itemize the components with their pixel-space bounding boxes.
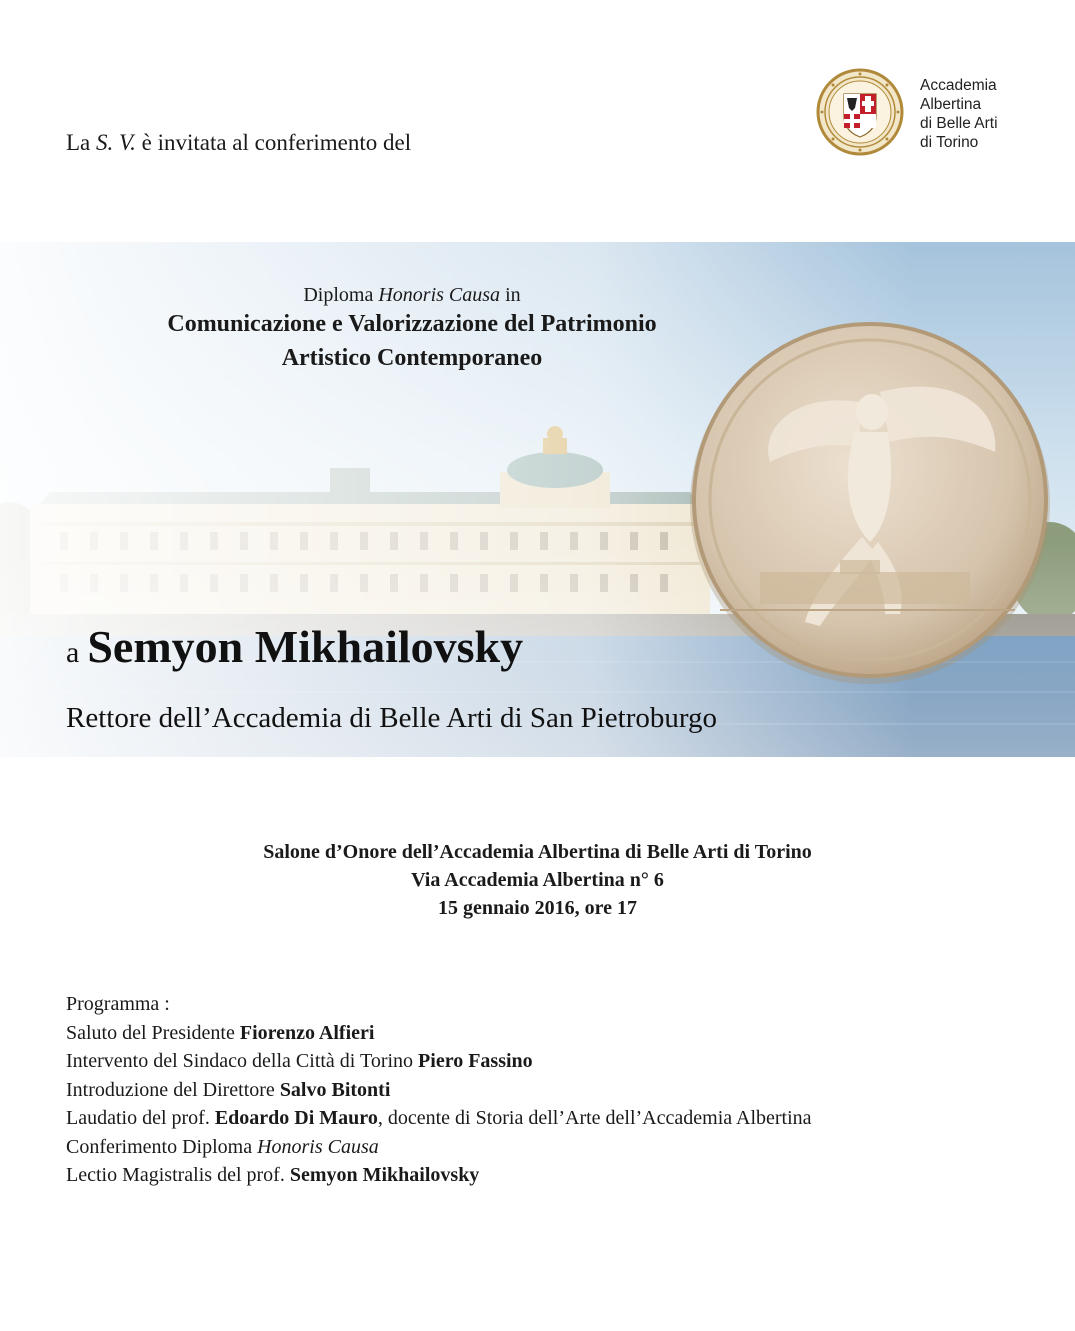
program-item: Conferimento Diploma Honoris Causa [66,1135,379,1158]
venue-hall: Salone d’Onore dell’Accademia Albertina di Belle Arti di Torino [263,841,812,863]
degree-title-line-2: Artistico Contemporaneo [281,345,543,371]
recipient-name: a Semyon Mikhailovsky [66,621,524,672]
venue-block [0,838,1075,922]
accademia-seal-logo [816,68,904,156]
program-item: Laudatio del prof. Edoardo Di Mauro, docente di Storia dell’Arte dell’Accademia Albertina [66,1107,812,1129]
shield-icon [844,94,876,137]
banner-image [0,242,1075,757]
program-heading: Programma : [66,993,170,1015]
program-item: Introduzione del Direttore Salvo Bitonti [66,1078,391,1101]
recipient-abbreviation: S. V. [96,130,136,155]
venue-address: Via Accademia Albertina n° 6 [411,869,664,891]
venue-date: 15 gennaio 2016, ore 17 [437,897,638,919]
recipient-role: Rettore dell’Accademia di Belle Arti di San Pietroburgo [66,702,717,734]
institution-name: Accademia Albertina di Belle Arti di Torino [920,77,998,151]
program-item: Intervento del Sindaco della Città di Torino Piero Fassino [66,1050,533,1072]
program-item: Saluto del Presidente Fiorenzo Alfieri [66,1021,375,1044]
diploma-title-block [0,284,824,375]
diploma-line: Diploma Honoris Causa in [303,284,521,306]
program-list [66,990,812,1190]
degree-title-line-1: Comunicazione e Valorizzazione del Patrimonio [167,311,657,337]
medallion-relief [690,324,1050,684]
invitation-line: La S. V. è invitata al conferimento del [66,130,412,155]
program-item: Lectio Magistralis del prof. Semyon Mikhailovsky [66,1164,480,1186]
